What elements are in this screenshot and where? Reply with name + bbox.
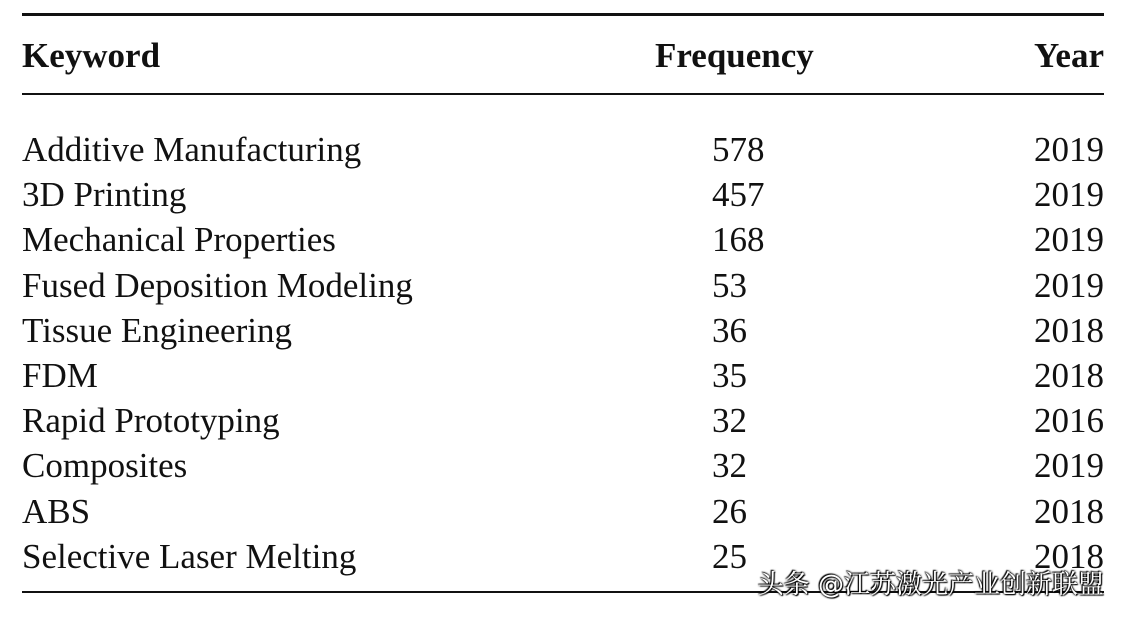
table-row [22, 172, 1104, 217]
table-row [22, 489, 1104, 534]
header-frequency: Frequency [655, 36, 814, 75]
cell-year: 2018 [1034, 491, 1104, 531]
table-body [22, 127, 1104, 579]
table-row [22, 263, 1104, 308]
cell-keyword: Fused Deposition Modeling [22, 265, 413, 305]
table-row [22, 353, 1104, 398]
watermark: 头条 @江苏激光产业创新联盟 [757, 570, 1104, 600]
cell-year: 2019 [1034, 265, 1104, 305]
cell-frequency: 578 [712, 130, 765, 169]
cell-frequency: 35 [712, 355, 747, 395]
cell-frequency: 457 [712, 175, 765, 215]
cell-frequency: 168 [712, 220, 765, 260]
cell-keyword: FDM [22, 355, 98, 395]
header-keyword: Keyword [22, 36, 161, 75]
header-rule [22, 93, 1104, 95]
cell-keyword: Mechanical Properties [22, 220, 336, 260]
cell-year: 2016 [1034, 401, 1104, 441]
cell-keyword: Additive Manufacturing [22, 130, 362, 169]
table-row [22, 308, 1104, 353]
table-row [22, 443, 1104, 488]
cell-year: 2018 [1034, 310, 1104, 350]
cell-year: 2018 [1034, 536, 1104, 576]
cell-year: 2019 [1034, 175, 1104, 215]
table-header-row [22, 34, 1104, 78]
cell-year: 2019 [1034, 130, 1104, 169]
cell-frequency: 26 [712, 491, 747, 531]
cell-year: 2018 [1034, 355, 1104, 395]
cell-frequency: 25 [712, 536, 747, 576]
cell-keyword: ABS [22, 491, 91, 531]
cell-keyword: Tissue Engineering [22, 310, 292, 350]
cell-year: 2019 [1034, 220, 1104, 260]
cell-keyword: Rapid Prototyping [22, 401, 280, 441]
header-year: Year [1034, 36, 1104, 75]
cell-year: 2019 [1034, 446, 1104, 486]
cell-keyword: 3D Printing [22, 175, 187, 215]
cell-frequency: 53 [712, 265, 747, 305]
table-row [22, 398, 1104, 443]
table-row [22, 127, 1104, 172]
table-row [22, 217, 1104, 262]
cell-frequency: 32 [712, 446, 747, 486]
cell-keyword: Composites [22, 446, 188, 486]
cell-frequency: 36 [712, 310, 747, 350]
cell-frequency: 32 [712, 401, 747, 441]
cell-keyword: Selective Laser Melting [22, 536, 357, 576]
top-rule [22, 13, 1104, 16]
